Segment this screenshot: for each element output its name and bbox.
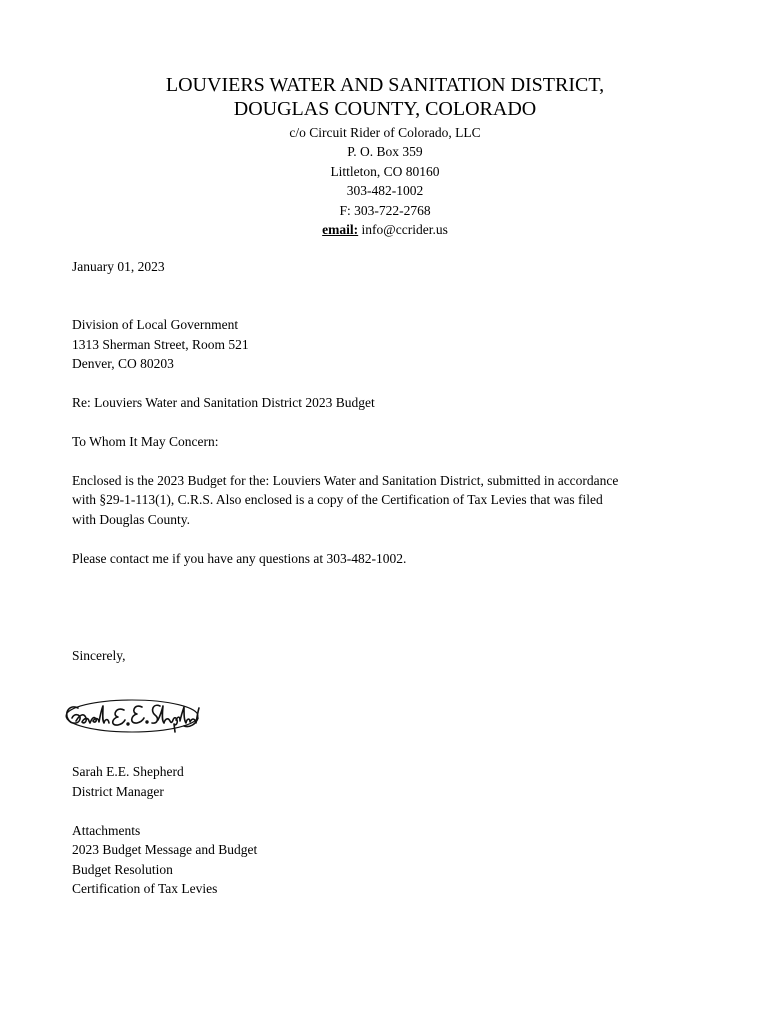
letterhead <box>0 73 770 239</box>
fax-line: F: 303-722-2768 <box>339 202 431 218</box>
email-value: info@ccrider.us <box>358 222 448 238</box>
po-box-line: P. O. Box 359 <box>347 144 423 160</box>
salutation: To Whom It May Concern: <box>72 434 219 449</box>
org-name-line2: DOUGLAS COUNTY, COLORADO <box>233 98 537 120</box>
org-name-line1: LOUVIERS WATER AND SANITATION DISTRICT, <box>165 74 605 96</box>
care-of-line: c/o Circuit Rider of Colorado, LLC <box>289 125 481 140</box>
recipient-city: Denver, CO 80203 <box>72 356 174 371</box>
attachments-heading: Attachments <box>72 823 141 838</box>
recipient-name: Division of Local Government <box>72 317 239 332</box>
paragraph-2: Please contact me if you have any questions at 303-482-1002. <box>72 551 407 566</box>
paragraph-1-line-2: with §29-1-113(1), C.R.S. Also enclosed is a copy of the Certification of Tax Levies that was filed <box>72 492 603 507</box>
paragraph-1-line-3: with Douglas County. <box>72 512 190 527</box>
email-label: email: <box>322 222 359 238</box>
attachment-item: Certification of Tax Levies <box>72 881 218 896</box>
attachment-item: Budget Resolution <box>72 862 173 877</box>
phone-line: 303-482-1002 <box>346 183 424 199</box>
subject-line: Re: Louviers Water and Sanitation District 2023 Budget <box>72 395 375 410</box>
handwritten-signature <box>62 694 202 740</box>
email-line <box>0 220 770 239</box>
signatory-title: District Manager <box>72 784 164 799</box>
closing: Sincerely, <box>72 648 126 663</box>
city-line: Littleton, CO 80160 <box>330 163 440 179</box>
signatory-name: Sarah E.E. Shepherd <box>72 764 184 779</box>
paragraph-1-line-1: Enclosed is the 2023 Budget for the: Louviers Water and Sanitation District, submitted in accordance <box>72 473 619 488</box>
recipient-street: 1313 Sherman Street, Room 521 <box>72 337 249 352</box>
letter-date: January 01, 2023 <box>72 259 165 274</box>
attachment-item: 2023 Budget Message and Budget <box>72 842 258 857</box>
